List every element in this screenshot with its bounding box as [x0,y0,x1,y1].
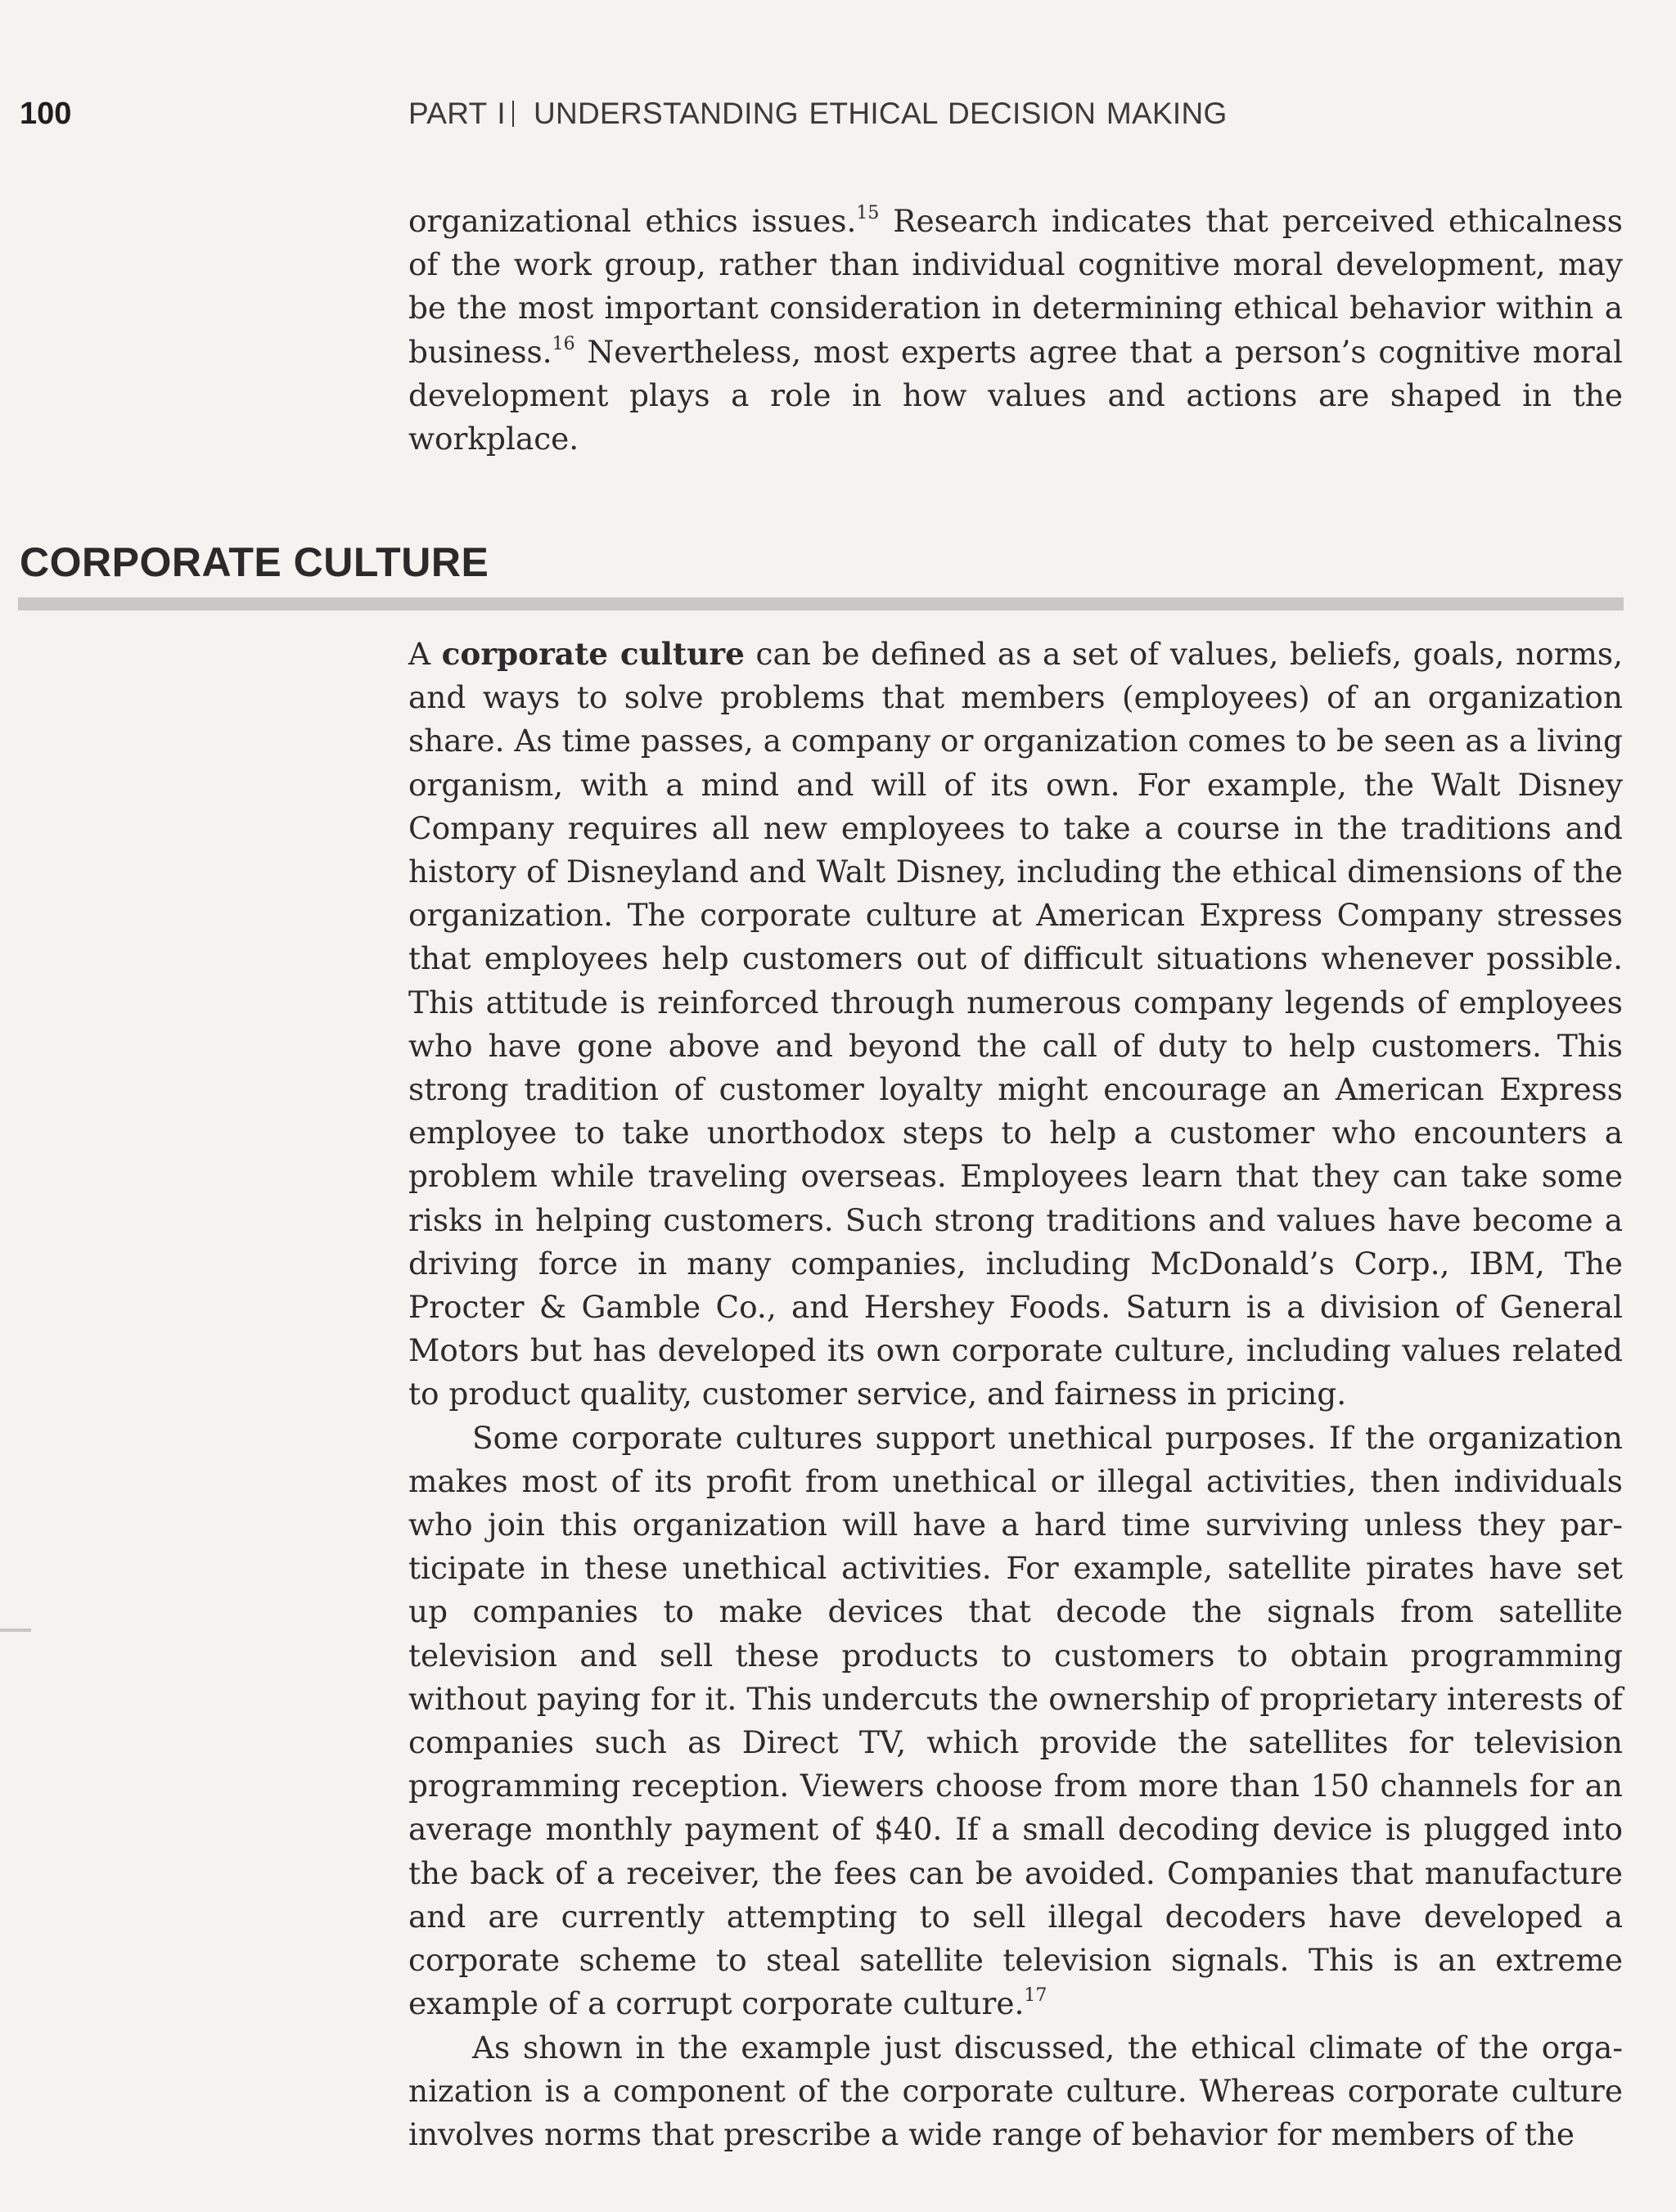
heading-rule [18,597,1624,610]
intro-text-3: Nevertheless, most experts agree that a person’s cognitive moral development plays a role in how values and actions are shaped in the workplace. [408,333,1623,457]
paragraph-1-text: can be defined as a set of values, beliefs, goals, norms, and ways to solve problems that members (employees) of an organization share. As time passes, a company or organization comes to be seen as a living organism, with a mind and will of its own. For example, the Walt Disney Company requires all new employees to take a course in the traditions and history of Disneyland and Walt Disney, including the ethical dimensions of the organization. The corporate culture at American Express Company stresses that employees help customers out of difficult situations whenever possible. This attitude is reinforced through numerous company legends of employees who have gone above and beyond the call of duty to help customers. This strong tradition of customer loyalty might encourage an American Express employee to take unorthodox steps to help a customer who encounters a problem while traveling overseas. Employees learn that they can take some risks in helping customers. Such strong traditions and values have become a driving force in many companies, including McDonald’s Corp., IBM, The Procter & Gamble Co., and Hershey Foods. Saturn is a division of General Motors but has developed its own corporate culture, including values related to product quality, customer service, and fairness in pricing. [408,636,1623,1412]
paragraph-1 [408,633,1623,1417]
intro-text-2: Research indicates that perceived ethicalness of the work group, rather than individual cognitive moral development, may be the most important consideration in determining ethical behavior within a business. [408,203,1623,370]
paragraph-1-lead: A [408,636,442,672]
paragraph-3 [408,2026,1623,2157]
intro-paragraph [408,200,1623,461]
running-head-separator [512,101,514,127]
part-title: UNDERSTANDING ETHICAL DECISION MAKING [533,97,1228,130]
section-body [408,633,1623,2156]
intro-text-1: organizational ethics issues. [408,203,857,239]
part-label: PART I [408,97,506,130]
footnote-ref-17: 17 [1024,1985,1048,2007]
paragraph-2 [408,1417,1623,2026]
running-head [408,97,1228,131]
key-term-corporate-culture: corporate culture [441,636,745,672]
footnote-ref-16: 16 [552,333,575,354]
paragraph-3-text: As shown in the example just discussed, the ethical climate of the organization is a component of the corporate culture. Whereas corporate culture involves norms that prescribe a wide range of behavior for members of the [408,2029,1623,2152]
footnote-ref-15: 15 [856,203,880,223]
margin-mark [0,1629,31,1632]
page-number: 100 [20,97,72,131]
paragraph-2-text: Some corporate cultures support unethical purposes. If the organization makes most of its profit from unethical or illegal activities, then individuals who join this organization will have a hard time surviving unless they participate in these unethical activities. For example, satellite pirates have set up companies to make devices that decode the signals from satellite television and sell these products to customers to obtain programming without paying for it. This undercuts the ownership of proprietary interests of companies such as Direct TV, which provide the satellites for television programming reception. Viewers choose from more than 150 channels for an average monthly payment of $40. If a small decoding device is plugged into the back of a receiver, the fees can be avoided. Companies that manufacture and are currently attempting to sell illegal decoders have developed a corporate scheme to steal satellite television signals. This is an extreme example of a corrupt corporate culture. [408,1419,1623,2022]
section-heading: CORPORATE CULTURE [20,539,489,585]
